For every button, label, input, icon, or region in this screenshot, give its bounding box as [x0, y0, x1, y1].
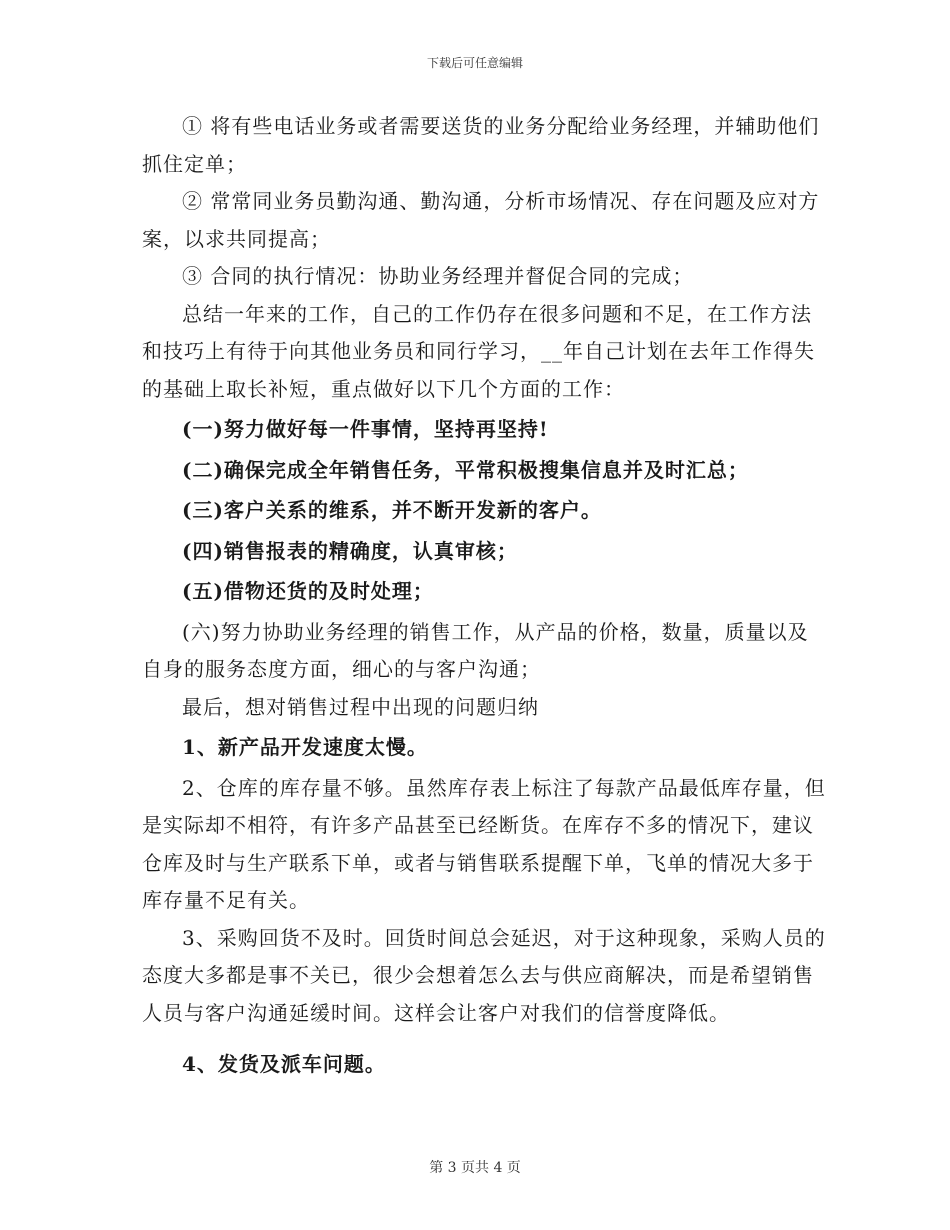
plan-item-6: (六)努力协助业务经理的销售工作，从产品的价格，数量，质量以及自身的服务态度方面，细心的与客户沟通； [142, 619, 809, 681]
issue-2: 2、仓库的库存量不够。虽然库存表上标注了每款产品最低库存量，但是实际却不相符，有许多产品甚至已经断货。在库存不多的情况下，建议仓库及时与生产联系下单，或者与销售联系提醒下单，飞单的情况大多于库存量不足有关。 [142, 775, 826, 912]
paragraph-3: ③ 合同的执行情况：协助业务经理并督促合同的完成； [182, 264, 694, 288]
plan-item-3: (三)客户关系的维系，并不断开发新的客户。 [182, 498, 602, 522]
plan-item-2: (二)确保完成全年销售任务，平常积极搜集信息并及时汇总； [182, 457, 749, 482]
page-header: 下载后可任意编辑 [426, 56, 523, 70]
plan-item-4: (四)销售报表的精确度，认真审核； [182, 538, 518, 563]
paragraph-1: ① 将有些电话业务或者需要送货的业务分配给业务经理，并辅助他们抓住定单； [142, 114, 820, 176]
paragraph-4: 总结一年来的工作，自己的工作仍存在很多问题和不足，在工作方法和技巧上有待于向其他业务员和同行学习，__年自己计划在去年工作得失的基础上取长补短，重点做好以下几个方面的工作： [142, 301, 815, 401]
paragraph-2: ② 常常同业务员勤沟通、勤沟通，分析市场情况、存在问题及应对方案，以求共同提高； [142, 189, 820, 251]
plan-item-1: (一)努力做好每一件事情，坚持再坚持! [182, 417, 549, 441]
document-body [142, 108, 827, 1084]
paragraph-summary-intro: 最后，想对销售过程中出现的问题归纳 [182, 694, 539, 719]
page-footer: 第 3 页共 4 页 [429, 1160, 521, 1176]
issue-1: 1、新产品开发速度太慢。 [182, 735, 428, 759]
plan-item-5: (五)借物还货的及时处理； [182, 579, 434, 603]
issue-4: 4、发货及派车问题。 [182, 1052, 386, 1076]
issue-3: 3、采购回货不及时。回货时间总会延迟，对于这种现象，采购人员的态度大多都是事不关已，很少会想着怎么去与供应商解决，而是希望销售人员与客户沟通延缓时间。这样会让客户对我们的信誉度降低。 [142, 925, 826, 1025]
